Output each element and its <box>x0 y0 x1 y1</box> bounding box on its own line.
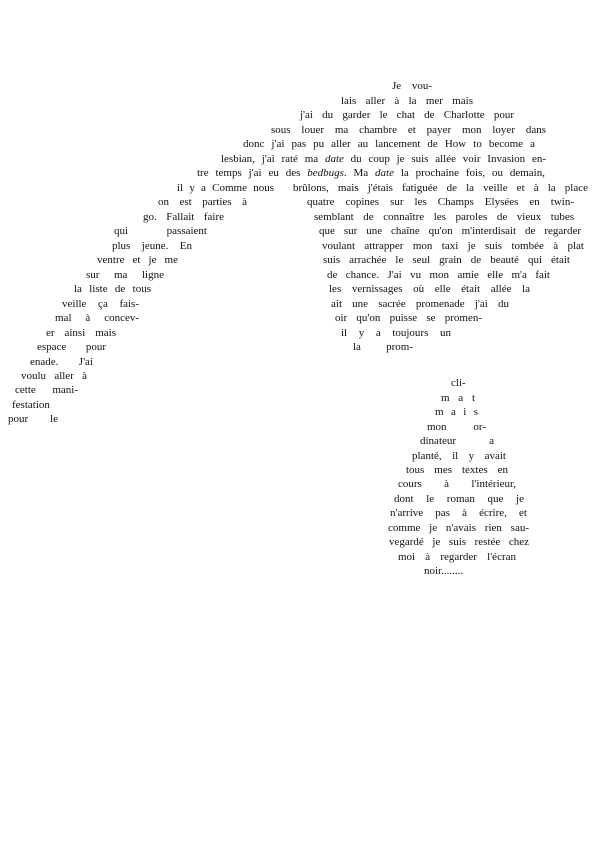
right-block-line: semblant de connaître les paroles de vieux tubes <box>314 211 574 223</box>
left-block-line: ventre et je me <box>97 254 178 266</box>
bottom-block-line: cours à l'intérieur, <box>398 478 516 490</box>
left-block-line: pour le <box>8 413 58 425</box>
left-block-line: la liste de tous <box>74 283 151 295</box>
right-block-line: les vernissages où elle était allée la <box>329 283 530 295</box>
bottom-block-line: mon or- <box>427 421 486 433</box>
right-block-line: oir qu'on puisse se promen- <box>335 312 482 324</box>
right-block-line: sous louer ma chambre et payer mon loyer dans <box>271 124 546 136</box>
left-block-line: on est parties à <box>158 196 247 208</box>
right-block-line: donc j'ai pas pu aller au lancement de How to become a <box>243 138 535 150</box>
left-block-line: festation <box>12 399 50 411</box>
left-block-line: mal à concev- <box>55 312 139 324</box>
bottom-block-line: m a i s <box>435 406 478 418</box>
left-block-line: go. Fallait faire <box>143 211 224 223</box>
right-block-line: j'ai du garder le chat de Charlotte pour <box>300 109 514 121</box>
left-block-line: sur ma ligne <box>86 269 164 281</box>
bottom-block-line: noir........ <box>424 565 464 577</box>
right-block-line: tre temps j'ai eu des bedbugs. Ma date la prochaine fois, ou demain, <box>197 167 545 179</box>
bottom-block-line: m a t <box>441 392 475 404</box>
right-block-line: ait une sacrée promenade j'ai du <box>331 298 509 310</box>
left-block-line: enade. J'ai <box>30 356 93 368</box>
left-block-line: voulu aller à <box>21 370 87 382</box>
bottom-block-line: n'arrive pas à écrire, et <box>390 507 527 519</box>
bottom-block-line: dont le roman que je <box>394 493 524 505</box>
right-block-line: suis arrachée le seul grain de beauté qui était <box>323 254 570 266</box>
right-block-line: de chance. J'ai vu mon amie elle m'a fait <box>327 269 550 281</box>
left-block-line: espace pour <box>37 341 106 353</box>
bottom-block-line: tous mes textes en <box>406 464 508 476</box>
bottom-block-line: dinateur a <box>420 435 494 447</box>
right-block-line: brûlons, mais j'étais fatiguée de la veille et à la place <box>293 182 588 194</box>
bottom-block-line: planté, il y avait <box>412 450 506 462</box>
right-block-line: Je vou- <box>392 80 432 92</box>
bottom-block-line: moi à regarder l'écran <box>398 551 516 563</box>
left-block-line: plus jeune. En <box>112 240 192 252</box>
right-block-line: lesbian, j'ai raté ma date du coup je suis allée voir Invasion en- <box>221 153 546 165</box>
bottom-block-line: vegardé je suis restée chez <box>389 536 529 548</box>
right-block-line: lais aller à la mer mais <box>341 95 473 107</box>
right-block-line: quatre copines sur les Champs Elysées en twin- <box>307 196 574 208</box>
left-block-line: il y a Comme nous <box>177 182 274 194</box>
right-block-line: voulant attrapper mon taxi je suis tombée à plat <box>322 240 584 252</box>
right-block-line: la prom- <box>353 341 413 353</box>
left-block-line: qui passaient <box>114 225 207 237</box>
right-block-line: il y a toujours un <box>341 327 451 339</box>
left-block-line: cette mani- <box>15 384 78 396</box>
left-block-line: veille ça fais- <box>62 298 139 310</box>
right-block-line: que sur une chaîne qu'on m'interdisait de regarder <box>319 225 581 237</box>
bottom-block-line: comme je n'avais rien sau- <box>388 522 529 534</box>
left-block-line: er ainsi mais <box>46 327 116 339</box>
bottom-block-line: cli- <box>451 377 466 389</box>
